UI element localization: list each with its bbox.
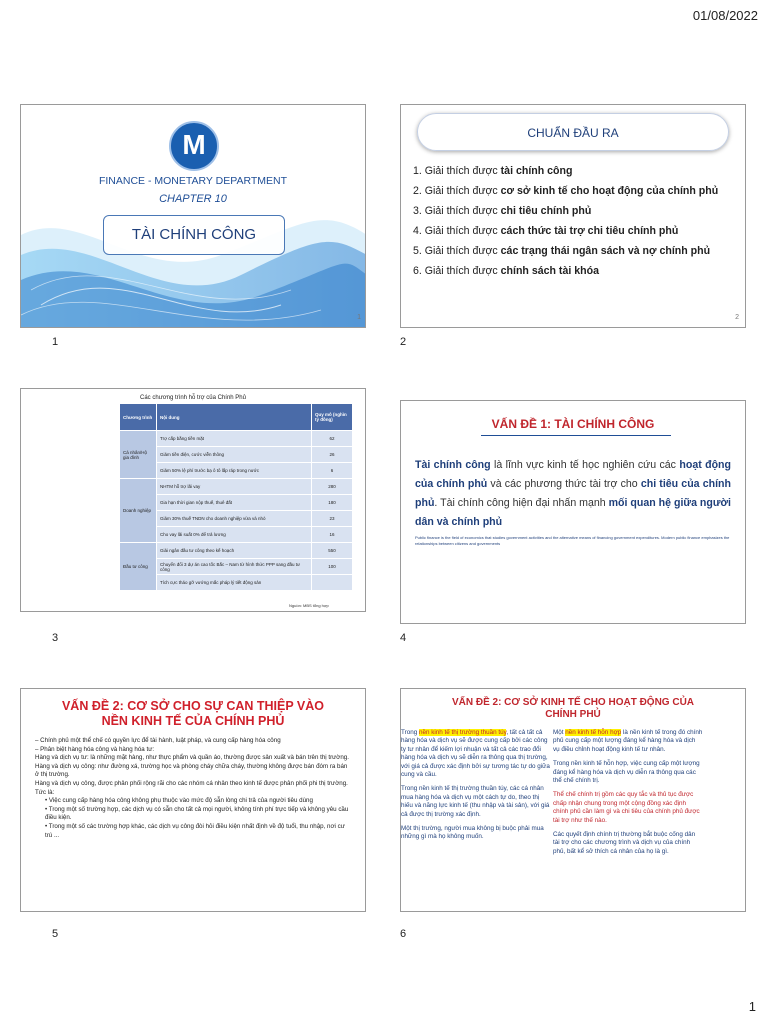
document-date: 01/08/2022 [692,8,758,23]
content-cell: Giảm 30% thuế TNDN cho doanh nghiệp vừa và nhỏ [157,511,312,527]
slide-number: 2 [400,336,407,348]
text: Trong [401,729,419,736]
table-header: Chương trình [120,404,157,431]
item-bold: tài chính công [500,165,573,177]
table-row [120,431,353,447]
slide-number: 4 [400,632,407,644]
item-text: Giải thích được [424,225,501,237]
content-cell: Chuyển đổi 3 dự án cao tốc Bắc – Nam từ hình thức PPP sang đầu tư công [157,559,312,575]
term: mối quan hệ giữa người dân và chính phủ [415,497,731,528]
table-row [120,543,353,559]
item-text: Giải thích được [424,185,501,197]
body-line: Hàng và dịch vụ tư: là những mặt hàng, như thực phẩm và quần áo, thường được sản xuất và bán trên thị trường. [35,754,349,762]
paragraph: Thể chế chính trị gồm các quy tắc và thủ tục được chấp nhận chung trong một cộng đồng xác định chính phủ cần làm gì và chi tiêu của chính phủ được tài trợ như thế nào. [553,791,700,824]
text: . Tài chính công hiện đại nhấn mạnh [434,497,609,509]
content-cell: Trợ cấp bằng tiền mặt [157,431,312,447]
table-header: Nội dung [157,404,312,431]
body-line: – Phân biệt hàng hóa công và hàng hóa tư: [35,745,155,753]
slide-number: 6 [400,928,407,940]
page-number: 1 [748,999,756,1014]
text: và các phương thức tài trợ cho [487,478,641,490]
item-number: 2. [413,185,425,197]
slide-heading: CHUẨN ĐẦU RA [417,113,729,151]
outcome-item [413,161,735,181]
item-bold: các trạng thái ngân sách và nợ chính phủ [500,245,711,257]
item-text: Giải thích được [424,245,501,257]
value-cell: 23 [312,511,353,527]
slide-corner-number: 1 [357,314,361,321]
group-cell: Đầu tư công [120,543,157,591]
title-line-2: CHÍNH PHỦ [545,709,601,720]
right-column [553,729,703,862]
slide-title [21,699,365,729]
body-line: Hàng và dịch vụ công, được phân phối rộng rãi cho các nhóm cá nhân theo kinh tế được phân phối phi thị trường. [35,779,348,787]
item-number: 3. [413,205,425,217]
table-row [120,479,353,495]
title-line-1: VẤN ĐỀ 2: CƠ SỞ KINH TẾ CHO HOẠT ĐỘNG CỦA [451,697,695,708]
item-number: 1. [413,165,425,177]
outcome-item [413,181,735,201]
text: là lĩnh vực kinh tế học nghiên cứu các [490,459,680,471]
slide-number: 3 [52,632,59,644]
slide-corner-number: 2 [735,314,739,321]
value-cell: 180 [312,495,353,511]
value-cell: 16 [312,527,353,543]
title-line-1: VẤN ĐỀ 2: CƠ SỞ CHO SỰ CAN THIỆP VÀO [61,699,325,713]
slide-number: 5 [52,928,59,940]
paragraph: Các quyết định chính trị thường bắt buộc cống dân tài trợ cho các chương trình và dịch vụ của chính phủ, bất kể sở thích cá nhân của họ là gì. [553,831,696,855]
slide-3 [20,388,366,612]
slide-6 [400,688,746,912]
chapter-label: CHAPTER 10 [159,193,227,205]
slide-2 [400,104,746,328]
text: Một [553,729,566,736]
text: là nền kinh tế trong đó chính phủ cung cấp một lượng đáng kể hàng hóa và dịch vụ điều chỉnh hoạt động kinh tế tư nhân. [553,729,703,753]
content-cell: NHTM hỗ trợ lãi vay [157,479,312,495]
support-table [119,403,353,591]
title-line-2: NỀN KINH TẾ CỦA CHÍNH PHỦ [101,714,285,728]
outcome-item [413,241,735,261]
slide-number: 1 [52,336,59,348]
paragraph: Một thị trường, người mua không bị buộc phải mua những gì mà họ không muốn. [401,825,544,841]
body-line: – Chính phủ một thể chế có quyền lực để tài hành, luật pháp, và cung cấp hàng hóa công [35,737,281,744]
content-cell: Tích cực tháo gỡ vướng mắc pháp lý tiết động sản [157,575,312,591]
term: hoạt động của chính phủ [415,459,732,490]
body-line: • Trong một số các trường hợp khác, các dịch vụ công đòi hỏi điều kiện nhất định về độ tuổi, thu nhập, nơi cư trú ... [45,822,345,839]
content-cell: Giảm 50% lệ phí trước bạ ô tô lắp ráp trong nước [157,463,312,479]
item-text: Giải thích được [424,265,501,277]
text: , tất cả tất cả hàng hóa và dịch vụ sẽ được cung cấp bởi các công ty tư nhân để kiếm lợi nhuận và tất cả các trao đổi hàng hóa và dịch vụ sẽ diễn ra thông qua thị trường, với giá cả được xác định bởi sự tương tác tự do giữa cung và cầu. [401,729,550,779]
value-cell: 280 [312,479,353,495]
paragraph: Trong nền kinh tế thị trường thuần túy, các cá nhân mua hàng hóa và dịch vụ một cách tự do, theo thị hiếu và năng lực kinh tế (thu nhập và tài sản), với giá cả được thị trường xác định. [401,785,550,818]
outcome-item [413,221,735,241]
item-bold: chi tiêu chính phủ [500,205,592,217]
slide-5 [20,688,366,912]
item-bold: cơ sở kinh tế cho hoạt động của chính phủ [500,185,719,197]
slide-body [35,737,351,840]
body-line: Tức là: [35,788,55,796]
item-text: Giải thích được [424,165,501,177]
paragraph: Trong nền kinh tế hỗn hợp, việc cung cấp một lượng đáng kể hàng hóa và dịch vụ diễn ra thông qua các thể chế chính trị. [553,760,700,785]
outcome-item [413,261,735,281]
item-text: Giải thích được [424,205,501,217]
table-title: Các chương trình hỗ trợ của Chính Phủ [140,395,246,401]
slide-1 [20,104,366,328]
highlight: nền kinh tế thị trường thuần túy [418,729,507,736]
body-line: • Việc cung cấp hàng hóa công không phụ thuộc vào mức độ sẵn lòng chi trả của người tiêu dùng [45,797,313,805]
definition-paragraph [415,456,731,532]
slide-title [401,697,745,721]
value-cell: 100 [312,559,353,575]
title-underline [481,435,671,436]
slide-4 [400,400,746,624]
table-source: Nguồn: MBS tổng hợp [289,603,329,608]
item-bold: chính sách tài khóa [500,265,599,277]
term: chi tiêu của chính phủ [415,478,731,509]
item-number: 4. [413,225,425,237]
slide-title: TÀI CHÍNH CÔNG [103,215,285,255]
value-cell: 62 [312,431,353,447]
content-cell: Gia hạn thời gian nộp thuế, thuê đất [157,495,312,511]
term: Tài chính công [415,459,491,471]
slide-title: VẤN ĐỀ 1: TÀI CHÍNH CÔNG [491,417,655,431]
content-cell: Cho vay lãi suất 0% để trả lương [157,527,312,543]
item-number: 5. [413,245,425,257]
group-cell: Cá nhân/Hộ gia đình [120,431,157,479]
body-line: Hàng và dịch vụ công: như đường xá, trường học và phòng cháy chữa cháy, thường không được bán đóm ra bán ở thị trường. [35,762,348,779]
outcome-item [413,201,735,221]
english-definition: Public finance is the field of economics that studies government activities and the alternative means of financing government expenditures. Modern public finance emphasizes the relationships between citizens and governments [415,535,730,546]
highlight: nền kinh tế hỗn hợp [565,729,622,736]
item-bold: cách thức tài trợ chi tiêu chính phủ [500,225,679,237]
group-cell: Doanh nghiệp [120,479,157,543]
value-cell: 550 [312,543,353,559]
university-logo: M [169,121,219,171]
content-cell: Giải ngân đầu tư công theo kế hoạch [157,543,312,559]
item-number: 6. [413,265,425,277]
value-cell: 26 [312,447,353,463]
content-cell: Giảm tiền điện, cước viễn thông [157,447,312,463]
department-name: FINANCE - MONETARY DEPARTMENT [98,175,288,187]
body-line: • Trong một số trường hợp, các dịch vụ có sẵn cho tất cả mọi người, không tính phí trực tiếp và không yêu cầu điều kiện. [45,805,349,822]
outcome-list [413,161,735,281]
left-column [401,729,551,848]
value-cell [312,575,353,591]
value-cell: 6 [312,463,353,479]
table-header: Quy mô (nghìn tỷ đồng) [312,404,353,431]
